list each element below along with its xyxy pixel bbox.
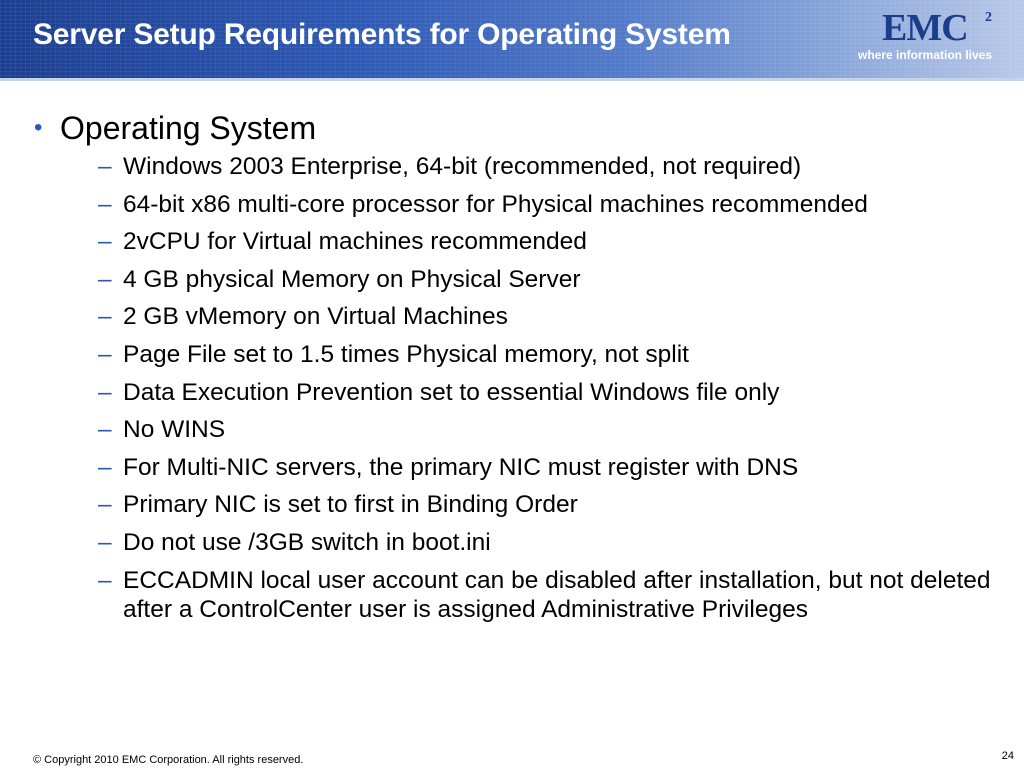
list-item-text: 64-bit x86 multi-core processor for Physical machines recommended — [123, 190, 868, 218]
list-item-text: Do not use /3GB switch in boot.ini — [123, 528, 491, 556]
logo-wordmark: EMC — [882, 7, 968, 49]
bullet-heading-text: Operating System — [60, 110, 317, 146]
list-item — [34, 152, 1004, 181]
list-item — [34, 566, 1004, 624]
header-band — [0, 0, 1024, 80]
dash-icon: – — [98, 566, 112, 594]
dash-icon: – — [98, 453, 112, 481]
list-item — [34, 190, 1004, 219]
list-item-text: Page File set to 1.5 times Physical memory, not split — [123, 340, 689, 368]
dash-icon: – — [98, 378, 112, 406]
list-item — [34, 528, 1004, 557]
list-item-text: Data Execution Prevention set to essential Windows file only — [123, 378, 780, 406]
list-item-text: No WINS — [123, 416, 226, 444]
list-item — [34, 415, 1004, 444]
bullet-icon: • — [34, 114, 43, 141]
emc-logo — [860, 8, 1010, 70]
sub-bullet-list — [34, 152, 1004, 624]
list-item — [34, 490, 1004, 519]
dash-icon: – — [98, 340, 112, 368]
list-item-text: 4 GB physical Memory on Physical Server — [123, 265, 581, 293]
list-item-text: Windows 2003 Enterprise, 64-bit (recommended, not required) — [123, 153, 802, 180]
dash-icon: – — [98, 228, 112, 256]
page-number: 24 — [1001, 750, 1014, 762]
bullet-heading — [34, 108, 1004, 148]
list-item-text: 2 GB vMemory on Virtual Machines — [123, 303, 508, 331]
footer-copyright: © Copyright 2010 EMC Corporation. All rights reserved. — [33, 754, 304, 766]
dash-icon: – — [98, 303, 112, 331]
slide-body — [34, 108, 1004, 632]
list-item — [34, 302, 1004, 331]
list-item — [34, 265, 1004, 294]
header-divider — [0, 78, 1024, 81]
list-item-text: 2vCPU for Virtual machines recommended — [123, 228, 587, 256]
list-item — [34, 453, 1004, 482]
list-item-text: Primary NIC is set to first in Binding Order — [123, 491, 578, 519]
dash-icon: – — [98, 416, 112, 444]
logo-tagline: where information lives — [858, 48, 993, 62]
list-item-text: ECCADMIN local user account can be disabled after installation, but not deleted after a ControlCenter user is assigned Administrative Privileges — [123, 566, 991, 623]
slide-title: Server Setup Requirements for Operating System — [33, 18, 731, 51]
dash-icon: – — [98, 190, 112, 218]
dash-icon: – — [98, 265, 112, 293]
dash-icon: – — [98, 528, 112, 556]
dash-icon: – — [98, 491, 112, 519]
list-item-text: For Multi-NIC servers, the primary NIC must register with DNS — [123, 453, 799, 481]
list-item — [34, 227, 1004, 256]
logo-superscript: 2 — [985, 10, 992, 25]
list-item — [34, 340, 1004, 369]
dash-icon: – — [98, 153, 112, 180]
list-item — [34, 378, 1004, 407]
